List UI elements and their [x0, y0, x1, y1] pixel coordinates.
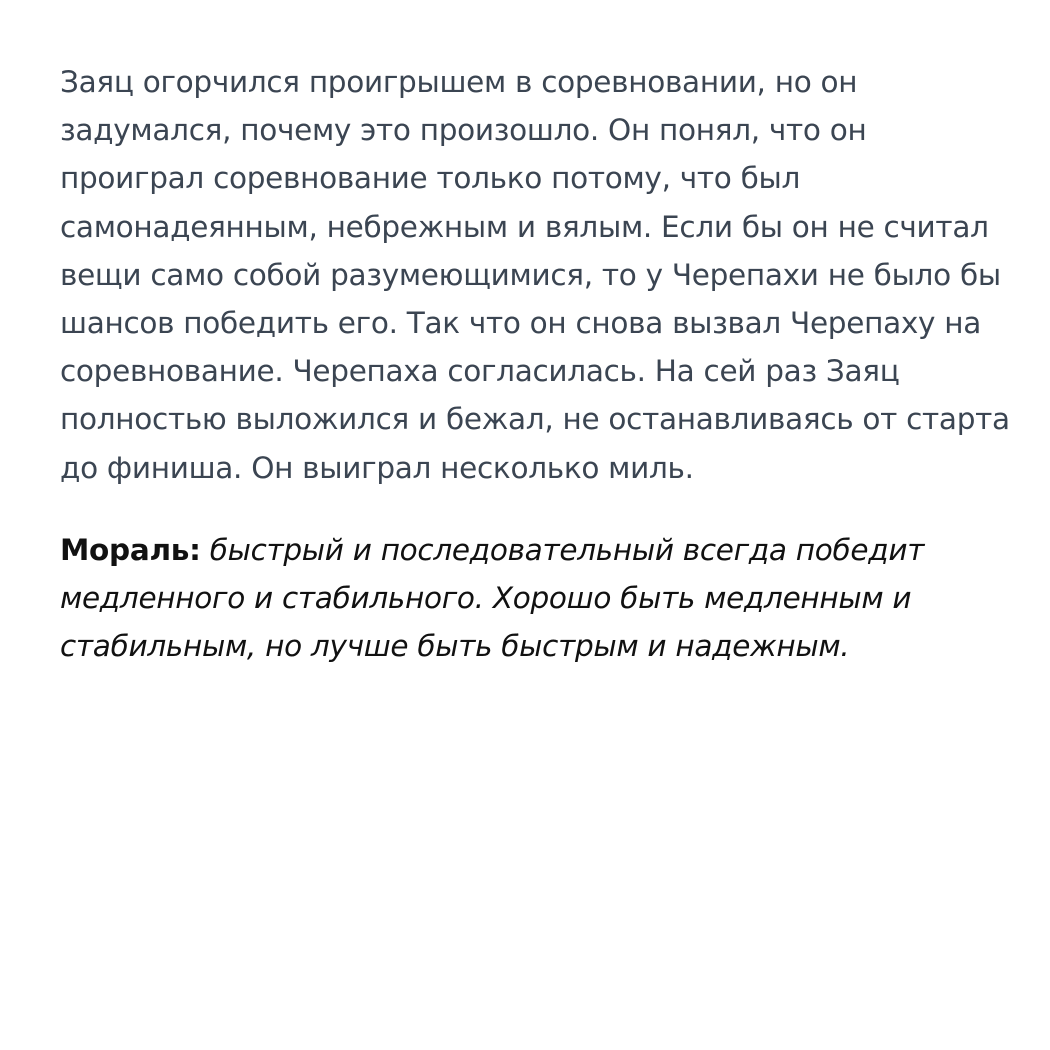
moral-label: Мораль: — [60, 532, 201, 567]
moral-paragraph — [60, 526, 1010, 671]
article-body — [60, 58, 1010, 670]
story-paragraph: Заяц огорчился проигрышем в соревновании, но он задумался, почему это произошло. Он понял, что он проиграл соревнование только потому, что был самонадеянным, небрежным и вялым. Если бы он не считал вещи само собой разумеющимися, то у Черепахи не было бы шансов победить его. Так что он снова вызвал Черепаху на соревнование. Черепаха согласилась. На сей раз Заяц полностью выложился и бежал, не останавливаясь от старта до финиша. Он выиграл несколько миль. — [60, 65, 1010, 485]
moral-text: быстрый и последовательный всегда победит медленного и стабильного. Хорошо быть медленным и стабильным, но лучше быть быстрым и надежным. — [60, 532, 925, 664]
